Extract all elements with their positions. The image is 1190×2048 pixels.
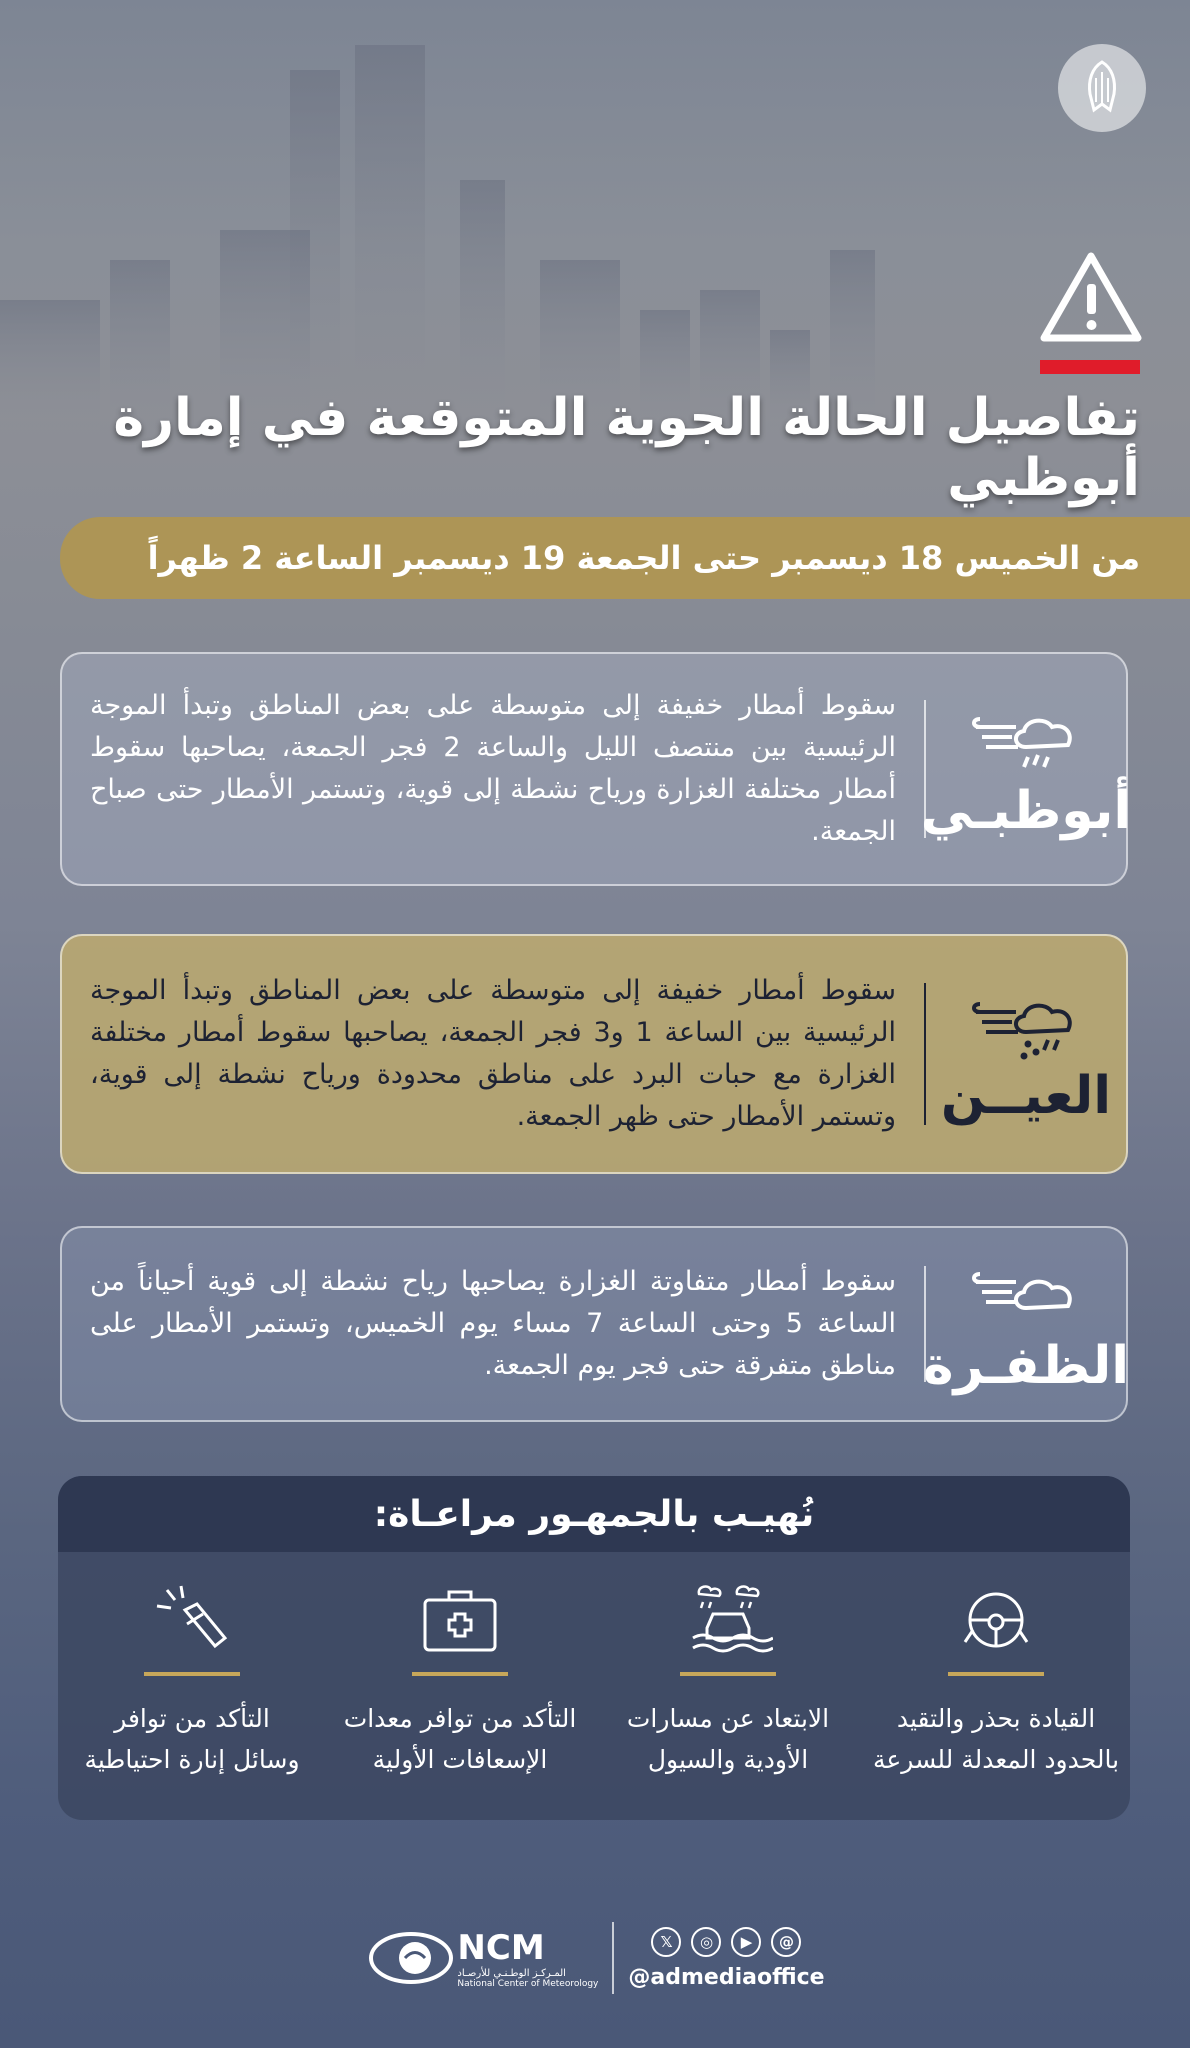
flooded-car-icon [683, 1580, 773, 1660]
advice-item [58, 1580, 326, 1820]
advice-item [862, 1580, 1130, 1820]
advice-item [594, 1580, 862, 1820]
x-icon[interactable]: 𝕏 [651, 1927, 681, 1957]
advice-text: القيادة بحذر والتقيد بالحدود المعدلة للسرعة [872, 1704, 1120, 1775]
advice-text: الابتعاد عن مسارات الأودية والسيول [626, 1704, 830, 1775]
region-label [920, 654, 1132, 884]
date-range-banner [60, 517, 1190, 599]
region-name: أبوظبـي [920, 781, 1132, 841]
falcon-emblem-icon [1058, 44, 1146, 132]
steering-wheel-icon [951, 1580, 1041, 1660]
org-abbr: NCM [457, 1927, 545, 1968]
instagram-icon[interactable]: ◎ [691, 1927, 721, 1957]
flashlight-icon [147, 1580, 237, 1660]
advice-items [58, 1552, 1130, 1820]
region-card-abu-dhabi [60, 652, 1132, 886]
public-advice-panel [58, 1476, 1130, 1820]
ncm-globe-logo-icon [365, 1927, 457, 1989]
page-title: تفاصيل الحالة الجوية المتوقعة في إمارة أبوظبي [113, 388, 1140, 508]
threads-icon[interactable]: @ [771, 1927, 801, 1957]
region-card-al-ain [60, 934, 1128, 1174]
region-card-al-dhafra [60, 1226, 1128, 1422]
gold-underline [144, 1672, 240, 1676]
divider [612, 1922, 614, 1994]
org-name-ar: المـركـز الوطـنـي للأرصـاد [457, 1967, 566, 1979]
hail-rain-cloud-icon [956, 982, 1096, 1062]
social-icon-row [651, 1927, 801, 1957]
social-links [628, 1927, 824, 1990]
date-range-text: من الخميس 18 ديسمبر حتى الجمعة 19 ديسمبر الساعة 2 ظهراً [147, 539, 1140, 577]
advice-item [326, 1580, 594, 1820]
wind-cloud-icon [956, 1252, 1096, 1332]
wind-rain-cloud-icon [956, 697, 1096, 777]
region-name: العيــن [940, 1066, 1112, 1126]
advice-text: التأكد من توافر وسائل إنارة احتياطية [84, 1704, 300, 1775]
social-handle[interactable]: @admediaoffice [628, 1964, 825, 1990]
ncm-wordmark [457, 1928, 598, 1989]
region-description: سقوط أمطار خفيفة إلى متوسطة على بعض المناطق وتبدأ الموجة الرئيسية بين الساعة 1 و3 فجر الجمعة، يصاحبها سقوط أمطار مختلفة الغزارة مع حبات البرد على مناطق محدودة ورياح نشطة إلى قوية، وتستمر الأمطار حتى ظهر الجمعة. [90, 975, 896, 1132]
advice-heading: نُهيـب بالجمهـور مراعـاة: [373, 1493, 815, 1535]
advice-header [58, 1476, 1130, 1552]
org-name-en: National Center of Meteorology [457, 1978, 599, 1989]
gold-underline [412, 1672, 508, 1676]
region-label [926, 936, 1126, 1172]
footer [360, 1918, 830, 1998]
region-label [922, 1228, 1130, 1420]
gold-underline [948, 1672, 1044, 1676]
warning-triangle-icon [1038, 250, 1144, 346]
gold-underline [680, 1672, 776, 1676]
first-aid-kit-icon [415, 1580, 505, 1660]
region-description: سقوط أمطار متفاوتة الغزارة يصاحبها رياح نشطة إلى قوية أحياناً من الساعة 5 وحتى الساعة 7 مساء يوم الخميس، وتستمر الأمطار على مناطق متفرقة حتى فجر يوم الجمعة. [90, 1266, 896, 1381]
alert-bar [1040, 360, 1140, 374]
region-description: سقوط أمطار خفيفة إلى متوسطة على بعض المناطق وتبدأ الموجة الرئيسية بين منتصف الليل والساعة 2 فجر الجمعة، يصاحبها سقوط أمطار مختلفة الغزارة ورياح نشطة إلى قوية، وتستمر الأمطار حتى صباح الجمعة. [90, 690, 896, 847]
region-name: الظفـرة [922, 1336, 1130, 1396]
advice-text: التأكد من توافر معدات الإسعافات الأولية [343, 1704, 577, 1775]
youtube-icon[interactable]: ▶ [731, 1927, 761, 1957]
